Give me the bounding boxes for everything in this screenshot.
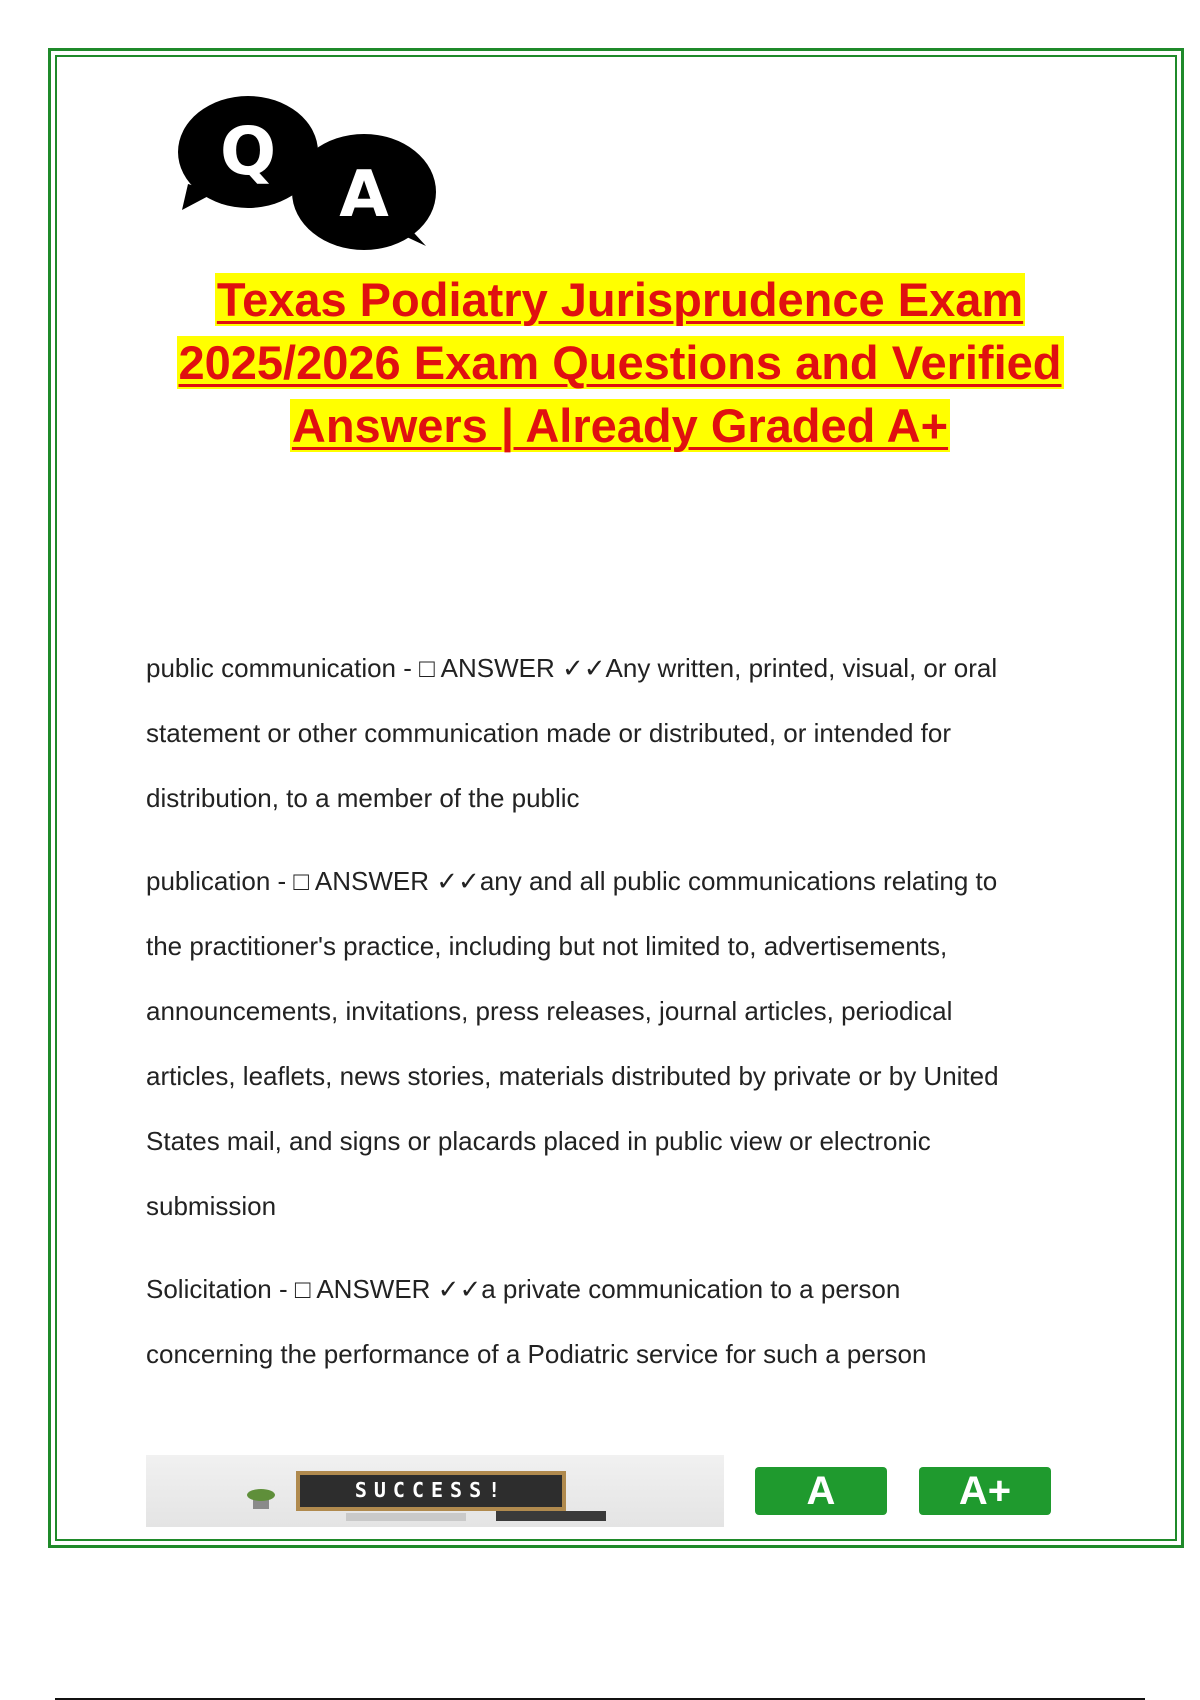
entry-line: articles, leaflets, news stories, materials distributed by private or by United <box>146 1061 999 1091</box>
qa-entry-publication <box>146 849 1106 1239</box>
entry-line: States mail, and signs or placards placed in public view or electronic <box>146 1126 931 1156</box>
entry-line: publication - □ ANSWER ✓✓any and all public communications relating to <box>146 866 998 896</box>
qa-content <box>146 636 1106 1405</box>
success-banner-image <box>146 1455 724 1527</box>
qa-entry-public-communication <box>146 636 1106 831</box>
entry-line: distribution, to a member of the public <box>146 783 580 813</box>
logo-q-letter: Q <box>219 113 277 190</box>
title-line-1: Texas Podiatry Jurisprudence Exam <box>216 273 1024 326</box>
title-line-3: Answers | Already Graded A+ <box>291 399 949 452</box>
plant-icon <box>241 1483 281 1509</box>
logo-a-letter: A <box>339 158 389 232</box>
grade-aplus-badge: A+ <box>919 1467 1051 1515</box>
document-title <box>100 268 1140 457</box>
entry-line: submission <box>146 1191 277 1221</box>
grade-a-badge: A <box>755 1467 887 1515</box>
entry-line: concerning the performance of a Podiatric service for such a person <box>146 1339 927 1369</box>
entry-line: the practitioner's practice, including but not limited to, advertisements, <box>146 931 948 961</box>
entry-line: announcements, invitations, press releases, journal articles, periodical <box>146 996 953 1026</box>
desk-items-icon <box>346 1507 606 1527</box>
entry-line: Solicitation - □ ANSWER ✓✓a private communication to a person <box>146 1274 901 1304</box>
entry-line: public communication - □ ANSWER ✓✓Any written, printed, visual, or oral <box>146 653 998 683</box>
title-line-2: 2025/2026 Exam Questions and Verified <box>178 336 1062 389</box>
qa-logo <box>178 92 478 252</box>
qa-entry-solicitation <box>146 1257 1106 1387</box>
entry-line: statement or other communication made or distributed, or intended for <box>146 718 951 748</box>
success-board: SUCCESS! <box>296 1471 566 1511</box>
